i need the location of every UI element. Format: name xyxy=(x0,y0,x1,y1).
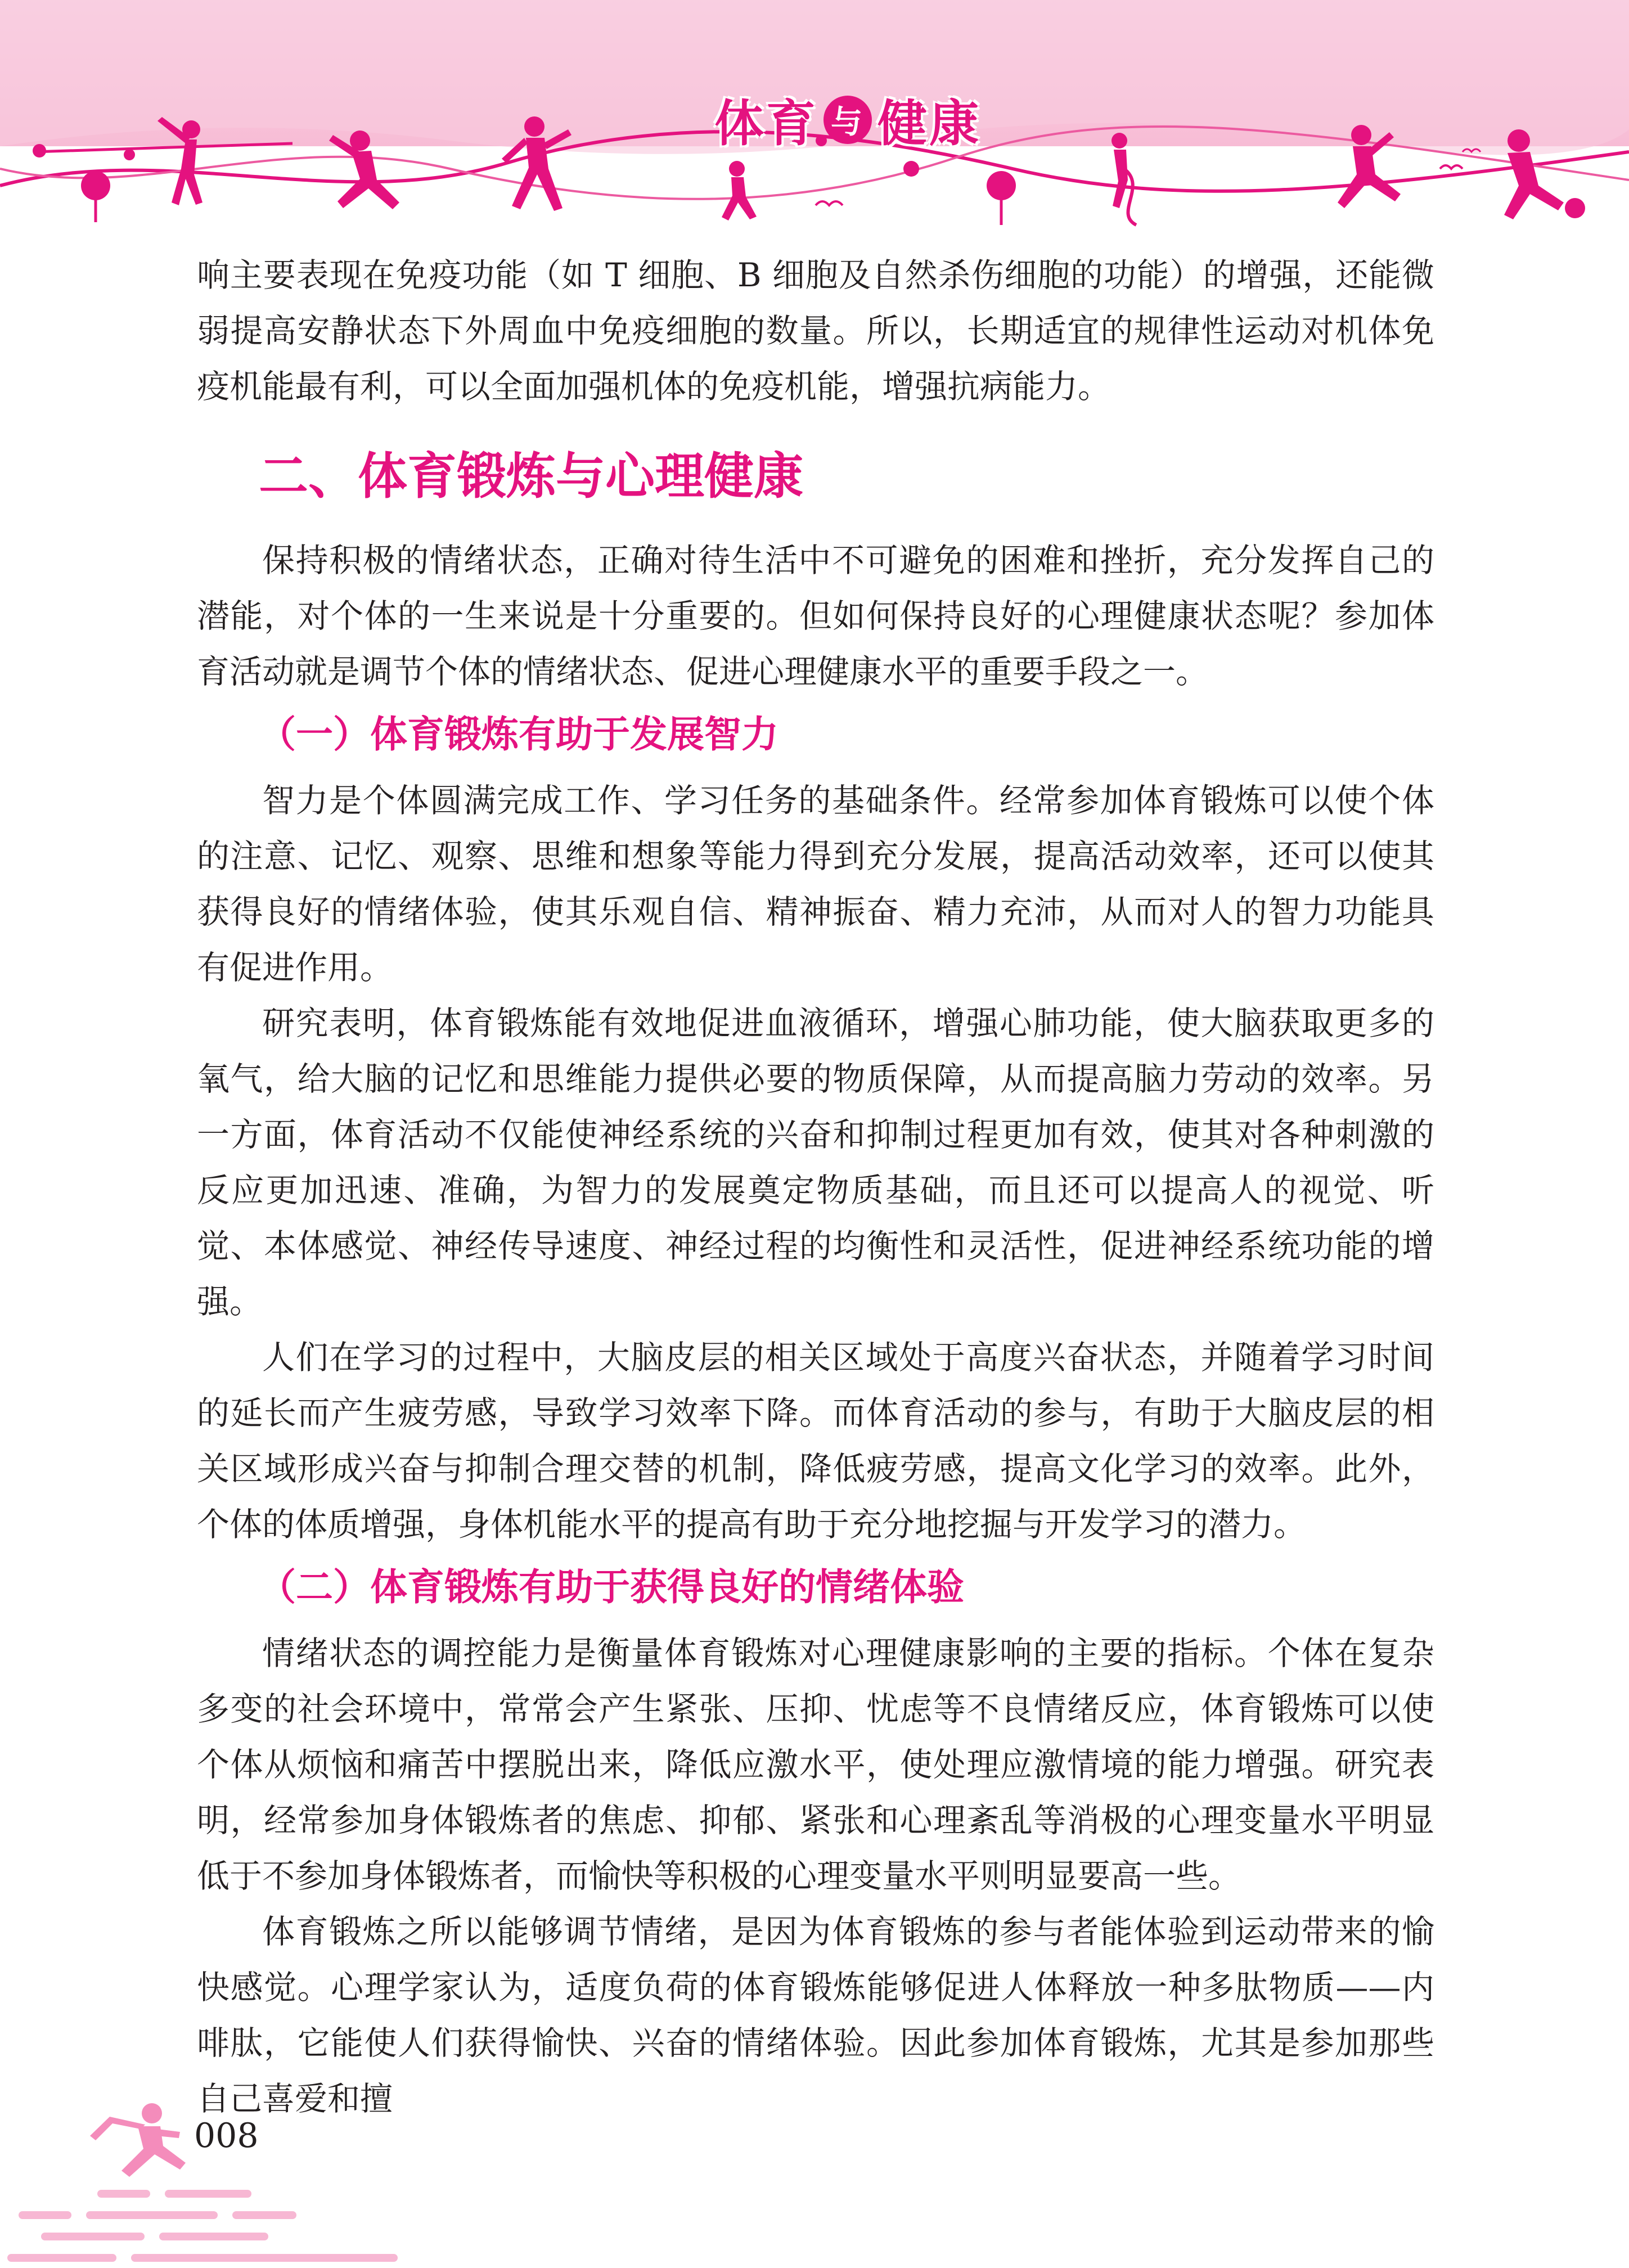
page-number: 008 xyxy=(194,2116,259,2156)
brand-text-1: 体育 xyxy=(714,94,818,152)
main-content xyxy=(197,248,1434,2127)
paragraph: 研究表明，体育锻炼能有效地促进血液循环，增强心肺功能，使大脑获取更多的氧气，给大脑的记忆和思维能力提供必要的物质保障，从而提高脑力劳动的效率。另一方面，体育活动不仅能使神经系统的兴奋和抑制过程更加有效，使其对各种刺激的反应更加迅速、准确，为智力的发展奠定物质基础，而且还可以提高人的视觉、听觉、本体感觉、神经传导速度、神经过程的均衡性和灵活性，促进神经系统功能的增强。 xyxy=(197,1004,1434,1321)
subsection-heading-1: （一）体育锻炼有助于发展智力 xyxy=(259,713,778,756)
paragraph: 体育锻炼之所以能够调节情绪，是因为体育锻炼的参与者能体验到运动带来的愉快感觉。心理学家认为，适度负荷的体育锻炼能够促进人体释放一种多肽物质——内啡肽，它能使人们获得愉快、兴奋的情绪体验。因此参加体育锻炼，尤其是参加那些自己喜爱和擅 xyxy=(197,1912,1434,2118)
subsection-heading-2: （二）体育锻炼有助于获得良好的情绪体验 xyxy=(259,1565,964,1609)
runner-icon xyxy=(84,2101,191,2180)
section-intro-paragraph: 保持积极的情绪状态，正确对待生活中不可避免的困难和挫折，充分发挥自己的潜能，对个体的一生来说是十分重要的。但如何保持良好的心理健康状态呢？参加体育活动就是调节个体的情绪状态、促进心理健康水平的重要手段之一。 xyxy=(197,541,1434,691)
continued-paragraph: 响主要表现在免疫功能（如 T 细胞、B 细胞及自然杀伤细胞的功能）的增强，还能微弱提高安静状态下外周血中免疫细胞的数量。所以，长期适宜的规律性运动对机体免疫机能最有利，可以全面加强机体的免疫机能，增强抗病能力。 xyxy=(197,256,1434,406)
paragraph: 情绪状态的调控能力是衡量体育锻炼对心理健康影响的主要的指标。个体在复杂多变的社会环境中，常常会产生紧张、压抑、忧虑等不良情绪反应，体育锻炼可以使个体从烦恼和痛苦中摆脱出来，降低应激水平，使处理应激情境的能力增强。研究表明，经常参加身体锻炼者的焦虑、抑郁、紧张和心理紊乱等消极的心理变量水平明显低于不参加身体锻炼者，而愉快等积极的心理变量水平则明显要高一些。 xyxy=(197,1634,1434,1895)
page-header xyxy=(0,0,1629,231)
athlete-silhouette-4 xyxy=(722,161,757,220)
paragraph: 人们在学习的过程中，大脑皮层的相关区域处于高度兴奋状态，并随着学习时间的延长而产生疲劳感，导致学习效率下降。而体育活动的参与，有助于大脑皮层的相关区域形成兴奋与抑制合理交替的机制，降低疲劳感，提高文化学习的效率。此外，个体的体质增强，身体机能水平的提高有助于充分地挖掘与开发学习的潜力。 xyxy=(197,1338,1434,1544)
header-brand-title xyxy=(714,84,981,155)
footer-stripes-decoration xyxy=(0,2182,506,2268)
brand-connector: 与 xyxy=(824,96,872,144)
athlete-silhouette-5 xyxy=(1112,133,1136,225)
brand-text-2: 健康 xyxy=(878,94,982,152)
section-heading: 二、体育锻炼与心理健康 xyxy=(259,447,804,505)
paragraph: 智力是个体圆满完成工作、学习任务的基础条件。经常参加体育锻炼可以使个体的注意、记忆、观察、思维和想象等能力得到充分发展，提高活动效率，还可以使其获得良好的情绪体验，使其乐观自信、精神振奋、精力充沛，从而对人的智力功能具有促进作用。 xyxy=(197,781,1434,987)
